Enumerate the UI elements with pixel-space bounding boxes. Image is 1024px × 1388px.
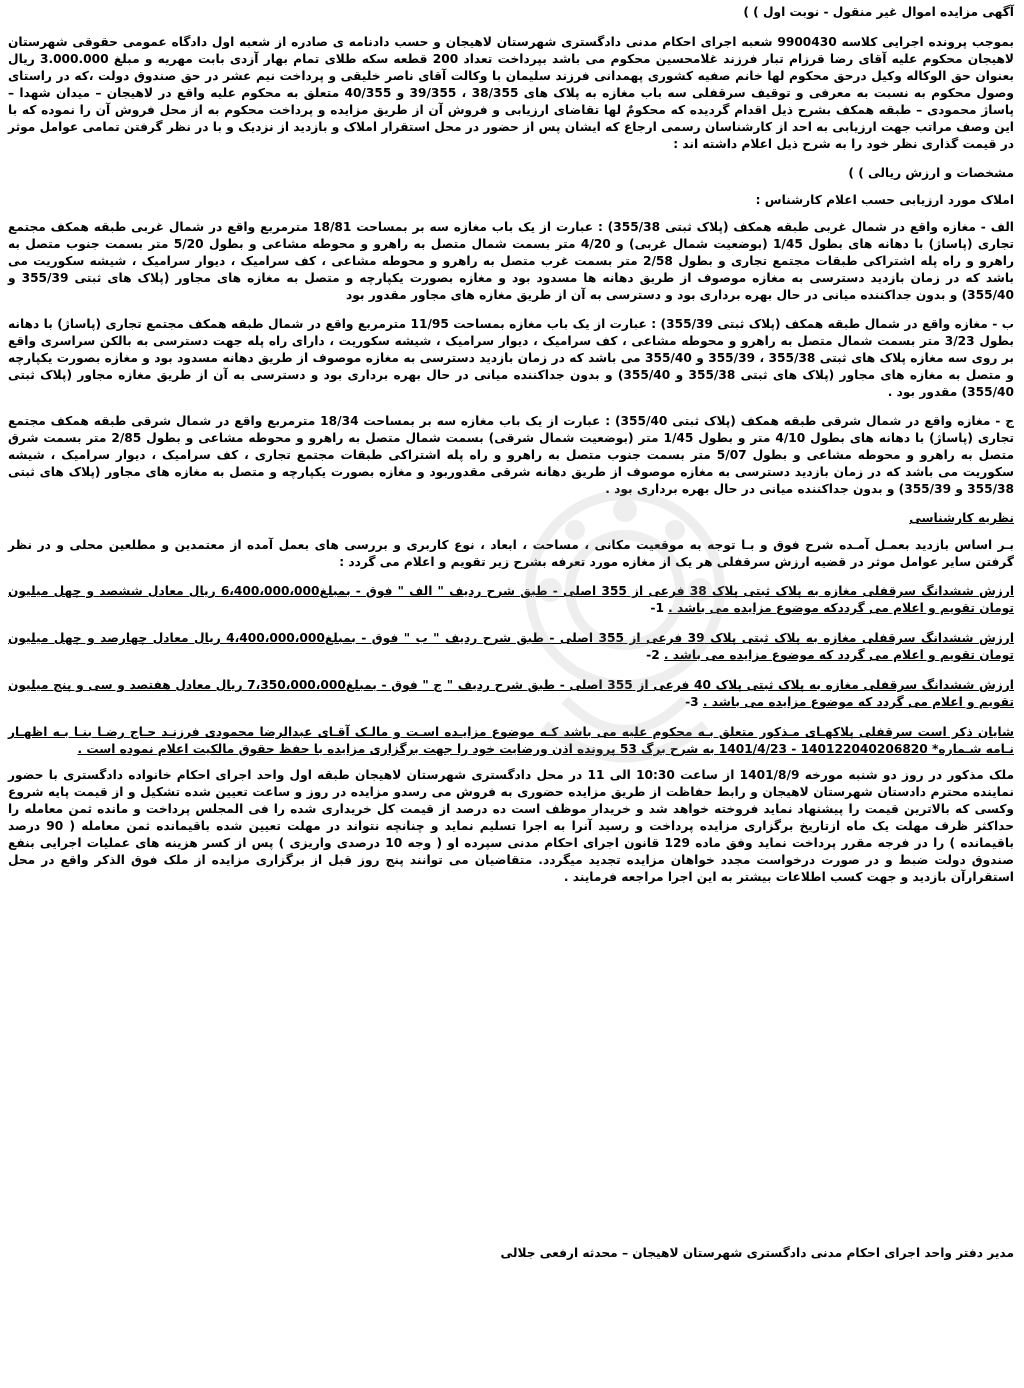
- valuation-text: ارزش ششدانگ سرقفلی مغازه به پلاک ثبتی پلاک 38 فرعی از 355 اصلی - طبق شرح ردیف " الف " فوق - بمبلغ6،400،000،000 ریال معادل ششصد و چهل میلیون تومان تقویم و اعلام می گرددکه موضوع مزایده می باشد .: [8, 584, 1015, 615]
- valuation-number: 2-: [646, 648, 660, 662]
- auction-notice-document: [8, 4, 1014, 898]
- auction-details-paragraph: ملک مذکور در روز دو شنبه مورخه 1401/8/9 از ساعت 10:30 الی 11 در محل دادگستری شهرستان لاهیجان طبقه اول واحد اجرای احکام خانواده دادگستری با حضور نماینده محترم دادستان شهرستان لاهیجان و رابط حفاظت از طریق مزایده حضوری به فروش می رسدو مزایده در روز و ساعت تعیین شده تشکیل و از قیمت پایه شروع وکسی که بالاترین قیمت را پیشنهاد نماید فروخته خواهد شد و خریدار موظف است ده درصد از قیمت کل خریداری شده را فی المجلس پرداخت و مانده ثمن معامله را حداکثر ظرف مهلت یک ماه ازتاریخ برگزاری مزایده پرداخت و رسید آنرا به اجرا تسلیم نماید و چنانچه نتواند در مهلت تعیین شده باقیمانده ثمن معامله ( 90 درصد باقیمانده ) را در فرجه مقرر پرداخت نماید وفق ماده 129 قانون اجرای احکام مدنی سپرده او ( وجه 10 درصدی واریزی ) پس از کسر هزینه های عملیات اجرایی بنفع صندوق دولت ضبط و در صورت درخواست مجدد خواهان مزایده تجدید میگردد. متقاضیان می توانند پنج روز قبل از برگزاری مزایده از ملک فوق الذکر واقع در محل استقرارآن بازدید و جهت کسب اطلاعات بیشتر به این اجرا مراجعه فرمایند .: [8, 768, 1014, 884]
- signature-line: مدیر دفتر واحد اجرای احکام مدنی دادگستری شهرستان لاهیجان – محدثه ارفعی جلالی: [500, 1246, 1014, 1260]
- assessed-heading: املاک مورد ارزیابی حسب اعلام کارشناس :: [755, 193, 1014, 207]
- property-c-paragraph: ج - مغازه واقع در شمال شرقی طبقه همکف (پلاک ثبتی 355/40) : عبارت از یک باب مغازه سه بر بمساحت 18/34 مترمربع واقع در شمال شرقی طبقه همکف مجتمع تجاری (پاساژ) با دهانه های بطول 4/10 متر و بطول 1/45 متر (بوضعیت شمال شرقی) بسمت شمال متصل به راهرو و محوطه مشاعی و بطول 2/85 متر بسمت شرق متصل به راهرو و محوطه مشاعی و بطول 5/07 متر بسمت جنوب متصل به راهرو و راه پله اشتراکی طبقات مجتمع تجاری ، کف سرامیک ، دیوار سرامیک ، شیشه سکوریت می باشد که در زمان بازدید دسترسی به مغازه موصوف از طریق دهانه شرقی مقدوربود و مغازه بصورت یکپارچه و متصل به مغازه های مجاور (پلاک های ثبتی 355/38 و 355/39) و بدون جداکننده میانی در حال بهره برداری بود .: [8, 414, 1014, 496]
- valuation-number: 1-: [650, 601, 664, 615]
- expert-opinion-text: بـر اساس بازدید بعمـل آمـده شرح فوق و بـا توجه به موقعیت مکانی ، مساحت ، ابعاد ، نوع کاربری و بررسی های بعمل آمده از معتمدین و مطلعین محلی و در نظر گرفتن سایر عوامل موثر در قضیه ارزش سرقفلی هر یک از مغازه مورد تعرفه بشرح زیر تقویم و اعلام می گردد :: [8, 538, 1014, 569]
- expert-opinion-heading: نظریه کارشناسی: [909, 511, 1014, 525]
- valuation-item-1: [8, 583, 1014, 617]
- notice-title: آگهی مزایده اموال غیر منقول - نوبت اول ) ): [743, 5, 1014, 19]
- intro-paragraph: بموجب پرونده اجرایی کلاسه 9900430 شعبه اجرای احکام مدنی دادگستری شهرستان لاهیجان و حسب دادنامه ی صادره از شعبه اول دادگاه عمومی حقوقی شهرستان لاهیجان محکوم علیه آقای رضا قرزام تبار فرزند غلامحسین محکوم می باشد بپرداخت تعداد 200 قطعه سکه طلای تمام بهار آزدی بابت مهریه و مبلغ 3.000.000 ریال بعنوان حق الوکاله وکیل درحق محکوم لها خانم صفیه کشوری پهمدانی فرزند سلیمان با وکالت آقای ناصر خلیقی و پرداخت نیم عشر در حق صندوق دولت ،که در راستای وصول محکوم به نسبت به معرفی و توقیف سرقفلی سه باب مغازه به پلاک های 38/355 ، 39/355 و 40/355 متعلق به محکوم علیه واقع در لاهیجان – میدان شهدا – پاساژ محمودی – طبقه همکف بشرح ذیل اقدام گردیده که محکومٌ لها تقاضای ارزیابی و فروش آن از طریق مزایده و پرداخت محکوم به از محل فروش آن را نموده که با این وصف مراتب جهت ارزیابی به احد از کارشناسان رسمی ارجاع که ایشان پس از حضور در محل استقرار املاک و بازدید از نزدیک و با در نظر گرفتن تمامی عوامل موثر در قیمت گذاری نظر خود را به شرح ذیل اعلام داشته اند :: [8, 35, 1014, 151]
- valuation-text: ارزش ششدانگ سرقفلی مغازه به پلاک ثبتی پلاک 39 فرعی از 355 اصلی - طبق شرح ردیف " ب " فوق - بمبلغ4،400،000،000 ریال معادل چهارصد و چهل میلیون تومان تقویم و اعلام می گردد که موضوع مزایده می باشد .: [8, 631, 1014, 662]
- ownership-note: شایان ذکر است سرقفلی پلاکهـای مـذکور متعلق بـه محکوم علیه می باشد کـه موضوع مزایـده اسـت و مالـک آقـای عبدالرضا محمودی فرزنـد حـاج رضـا بنـا بـه اظهـار نـامه شـماره* 140122040206820 - 1401/4/23 به شرح برگ 53 پرونده اذن ورضایت خود را جهت برگزاری مزایده با حفظ حقوق مالکیت اعلام نموده است .: [8, 725, 1014, 756]
- valuation-number: 3-: [685, 695, 699, 709]
- valuation-item-2: [8, 630, 1014, 664]
- specs-heading: مشخصات و ارزش ریالی ) ): [848, 166, 1014, 180]
- valuation-text: ارزش ششدانگ سرقفلی مغازه به پلاک ثبتی پلاک 40 فرعی از 355 اصلی - طبق شرح ردیف " ج " فوق - بمبلغ7،350،000،000 ریال معادل هفتصد و سی و پنج میلیون تقویم و اعلام می گردد که موضوع مزایده می باشد .: [8, 678, 1014, 709]
- valuation-item-3: [8, 677, 1014, 711]
- property-a-paragraph: الف - مغازه واقع در شمال غربی طبقه همکف (پلاک ثبتی 355/38) : عبارت از یک باب مغازه سه بر بمساحت 18/81 مترمربع واقع در شمال غربی طبقه همکف مجتمع تجاری (پاساژ) با دهانه های بطول 1/45 (بوضعیت شمال غربی) و 4/20 متر بسمت شمال متصل به راهرو و محوطه مشاعی و بطول 5/20 متر بسمت جنوب متصل به راهرو و راه پله اشتراکی طبقات مجتمع تجاری و بطول 2/58 متر بسمت غرب متصل به راهرو و محوطه مشاعی ، کف سرامیک ، دیوار سرامیک ، شیشه سکوریت می باشد که در زمان بازدید دسترسی به مغازه موصوف از طریق دهانه ها مسدود بود و مغازه بصورت یکپارچه و متصل به مغازه های مجاور (پلاک های ثبتی 355/39 و 355/40) و بدون جداکننده میانی در حال بهره برداری بود و دسترسی به آن از طریق مغازه های مجاور مقدور بود: [8, 220, 1015, 302]
- property-b-paragraph: ب - مغازه واقع در شمال طبقه همکف (پلاک ثبتی 355/39) : عبارت از یک باب مغازه بمساحت 11/95 مترمربع واقع در شمال طبقه همکف مجتمع تجاری (پاساژ) با دهانه بطول 3/23 متر بسمت شمال متصل به راهرو و محوطه مشاعی ، کف سرامیک ، دیوار سرامیک ، شیشه سکوریت ، دارای راه پله جهت دسترسی به بالکن سراسری واقع بر روی سه مغازه پلاک های ثبتی 355/38 ، 355/39 و 355/40 می باشد که در زمان بازدید دسترسی به مغازه موصوف از طریق دهانه مسدود بود و مغازه بصورت یکپارچه و متصل به مغازه های مجاور (پلاک های ثبتی 355/38 و 355/40) و بدون جداکننده میانی در حال بهره برداری بود و دسترسی به آن از طریق مغازه مجاور (پلاک ثبتی 355/40) مقدور بود .: [8, 317, 1014, 399]
